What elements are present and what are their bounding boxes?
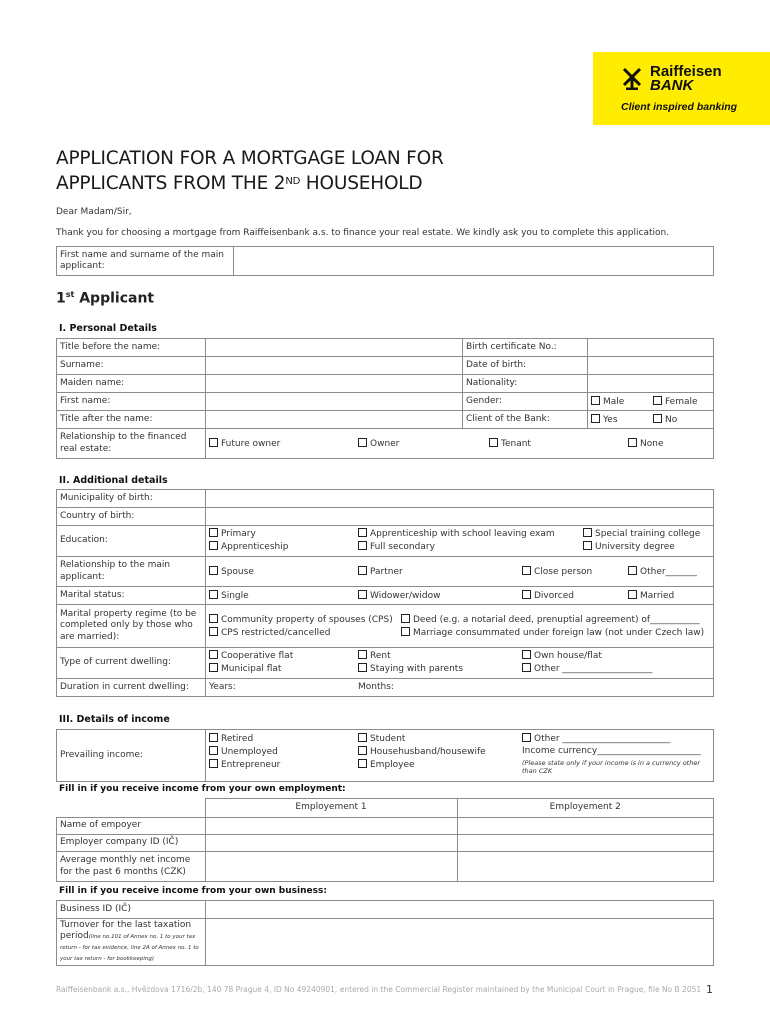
cooperative-flat-option[interactable]: Cooperative flat (209, 650, 293, 663)
employee-option[interactable]: Employee (358, 759, 415, 772)
checkbox-icon (209, 590, 218, 599)
checkbox-icon (522, 733, 531, 742)
marital-options (206, 587, 714, 605)
dwelling-other-option[interactable]: Other ____________________ (522, 663, 652, 676)
rel-other-option[interactable]: Other_______ (628, 566, 697, 579)
checkbox-icon (358, 528, 367, 537)
edu-apprenticeship-option[interactable]: Apprenticeship (209, 541, 288, 554)
birth-cert-label: Birth certificate No.: (463, 339, 588, 357)
checkbox-icon (209, 528, 218, 537)
raiffeisen-logo (593, 52, 770, 125)
househusband-option[interactable]: Househusband/housewife (358, 746, 486, 759)
turnover-input[interactable] (206, 919, 714, 966)
checkbox-icon (522, 663, 531, 672)
checkbox-icon (209, 566, 218, 575)
dwelling-options (206, 648, 714, 679)
checkbox-icon (358, 590, 367, 599)
relationship-label: Relationship to the financed real estate: (57, 429, 206, 459)
divorced-option[interactable]: Divorced (522, 590, 574, 603)
page-title: APPLICATION FOR A MORTGAGE LOAN FOR APPLICANTS FROM THE 2ND HOUSEHOLD (56, 148, 444, 194)
income-currency-field[interactable]: Income currency_______________________ (522, 746, 701, 756)
title-after-input[interactable] (206, 411, 463, 429)
none-option[interactable]: None (628, 438, 663, 451)
client-no-option[interactable]: No (653, 414, 677, 427)
checkbox-icon (653, 414, 662, 423)
checkbox-icon (401, 627, 410, 636)
partner-option[interactable]: Partner (358, 566, 403, 579)
income-table (56, 729, 714, 782)
checkbox-icon (401, 614, 410, 623)
municipal-flat-option[interactable]: Municipal flat (209, 663, 281, 676)
employment-1-header: Employement 1 (205, 799, 457, 818)
foreign-law-option[interactable]: Marriage consummated under foreign law (not under Czech law) (401, 627, 704, 640)
unemployed-option[interactable]: Unemployed (209, 746, 278, 759)
edu-primary-option[interactable]: Primary (209, 528, 256, 541)
dob-label: Date of birth: (463, 357, 588, 375)
maiden-name-input[interactable] (206, 375, 463, 393)
education-options (206, 526, 714, 557)
additional-details-table (56, 489, 714, 697)
checkbox-icon (591, 396, 600, 405)
checkbox-icon (209, 733, 218, 742)
income-other-option[interactable]: Other ________________________ (522, 733, 670, 746)
entrepreneur-option[interactable]: Entrepreneur (209, 759, 280, 772)
relationship-options (206, 429, 714, 459)
own-house-option[interactable]: Own house/flat (522, 650, 602, 663)
country-label: Country of birth: (57, 508, 206, 526)
edu-leaving-exam-option[interactable]: Apprenticeship with school leaving exam (358, 528, 555, 541)
tenant-option[interactable]: Tenant (489, 438, 531, 451)
future-owner-option[interactable]: Future owner (209, 438, 280, 451)
municipality-label: Municipality of birth: (57, 490, 206, 508)
logo-brand: Raiffeisen BANK (650, 63, 722, 94)
avg-net-income-2-input[interactable] (457, 852, 714, 882)
retired-option[interactable]: Retired (209, 733, 253, 746)
checkbox-icon (358, 733, 367, 742)
checkbox-icon (209, 541, 218, 550)
gender-options (588, 393, 714, 411)
edu-full-secondary-option[interactable]: Full secondary (358, 541, 435, 554)
gender-male-option[interactable]: Male (591, 396, 624, 409)
close-person-option[interactable]: Close person (522, 566, 592, 579)
dwelling-label: Type of current dwelling: (57, 648, 206, 679)
employment-table (56, 798, 714, 882)
employer-id-label: Employer company ID (IČ) (57, 835, 206, 852)
checkbox-icon (522, 650, 531, 659)
first-name-label: First name: (57, 393, 206, 411)
checkbox-icon (522, 566, 531, 575)
applicant-heading: 1st Applicant (56, 290, 155, 307)
duration-label: Duration in current dwelling: (57, 679, 206, 697)
business-table (56, 900, 714, 966)
checkbox-icon (358, 746, 367, 755)
employer-id-1-input[interactable] (205, 835, 457, 852)
dob-input[interactable] (588, 357, 714, 375)
page-number: 1 (706, 983, 713, 996)
months-label: Months: (358, 682, 394, 692)
logo-tagline: Client inspired banking (621, 101, 738, 113)
personal-details-heading: I. Personal Details (59, 323, 157, 334)
parents-option[interactable]: Staying with parents (358, 663, 463, 676)
rel-main-options (206, 557, 714, 587)
nationality-input[interactable] (588, 375, 714, 393)
edu-university-option[interactable]: University degree (583, 541, 675, 554)
employment-2-header: Employement 2 (457, 799, 714, 818)
title-after-label: Title after the name: (57, 411, 206, 429)
marital-label: Marital status: (57, 587, 206, 605)
main-applicant-table (56, 246, 714, 276)
checkbox-icon (522, 590, 531, 599)
prevailing-income-options (206, 730, 714, 782)
checkbox-icon (209, 759, 218, 768)
education-label: Education: (57, 526, 206, 557)
employer-label: Name of empoyer (57, 818, 206, 835)
maiden-name-label: Maiden name: (57, 375, 206, 393)
checkbox-icon (209, 614, 218, 623)
years-label: Years: (209, 682, 236, 692)
checkbox-icon (628, 590, 637, 599)
first-name-input[interactable] (206, 393, 463, 411)
client-options (588, 411, 714, 429)
title-before-input[interactable] (206, 339, 463, 357)
fill-business-note: Fill in if you receive income from your own business: (59, 886, 327, 896)
checkbox-icon (209, 438, 218, 447)
country-input[interactable] (206, 508, 714, 526)
municipality-input[interactable] (206, 490, 714, 508)
checkbox-icon (653, 396, 662, 405)
surname-input[interactable] (206, 357, 463, 375)
gender-label: Gender: (463, 393, 588, 411)
main-applicant-label: First name and surname of the main applicant: (57, 247, 234, 276)
fill-employment-note: Fill in if you receive income from your own employment: (59, 784, 346, 794)
currency-note: (Please state only if your income is in a currency other than CZK (522, 759, 701, 775)
spouse-option[interactable]: Spouse (209, 566, 254, 579)
single-option[interactable]: Single (209, 590, 249, 603)
checkbox-icon (628, 438, 637, 447)
gender-female-option[interactable]: Female (653, 396, 698, 409)
surname-label: Surname: (57, 357, 206, 375)
greeting: Dear Madam/Sir, (56, 207, 132, 217)
cps-restricted-option[interactable]: CPS restricted/cancelled (209, 627, 330, 640)
checkbox-icon (209, 746, 218, 755)
checkbox-icon (583, 541, 592, 550)
title-before-label: Title before the name: (57, 339, 206, 357)
employer-1-input[interactable] (205, 818, 457, 835)
nationality-label: Nationality: (463, 375, 588, 393)
checkbox-icon (358, 759, 367, 768)
intro-text: Thank you for choosing a mortgage from Raiffeisenbank a.s. to finance your real estate. We kindly ask you to complete this application. (56, 228, 670, 238)
employer-2-input[interactable] (457, 818, 714, 835)
married-option[interactable]: Married (628, 590, 674, 603)
prevailing-income-label: Prevailing income: (57, 730, 206, 782)
business-id-label: Business ID (IČ) (57, 901, 206, 919)
edu-college-option[interactable]: Special training college (583, 528, 700, 541)
footer-text: Raiffeisenbank a.s., Hvězdova 1716/2b, 140 78 Prague 4, ID No 49240901, entered in the Commercial Register maintained by the Municipal Court in Prague, file No B 2051 (56, 985, 702, 994)
owner-option[interactable]: Owner (358, 438, 399, 451)
client-label: Client of the Bank: (463, 411, 588, 429)
regime-label: Marital property regime (to be completed only by those who are married): (57, 605, 206, 648)
checkbox-icon (358, 541, 367, 550)
main-applicant-input[interactable] (234, 247, 714, 276)
employer-id-2-input[interactable] (457, 835, 714, 852)
checkbox-icon (628, 566, 637, 575)
rel-main-label: Relationship to the main applicant: (57, 557, 206, 587)
client-yes-option[interactable]: Yes (591, 414, 618, 427)
turnover-label: Turnover for the last taxation period(line no.101 of Annex no. 1 to your tax return - for tax evidence, line 2A of Annex no. 1 to your tax return - for bookkeeping) (57, 919, 206, 966)
checkbox-icon (358, 650, 367, 659)
income-heading: III. Details of income (59, 714, 170, 725)
duration-inputs[interactable] (206, 679, 714, 697)
avg-net-income-1-input[interactable] (205, 852, 457, 882)
deed-option[interactable]: Deed (e.g. a notarial deed, prenuptial agreement) of___________ (401, 614, 700, 627)
birth-cert-input[interactable] (588, 339, 714, 357)
avg-net-income-label: Average monthly net income for the past 6 months (CZK) (57, 852, 206, 882)
checkbox-icon (358, 663, 367, 672)
checkbox-icon (209, 663, 218, 672)
checkbox-icon (358, 438, 367, 447)
employment-corner (57, 799, 206, 818)
rent-option[interactable]: Rent (358, 650, 391, 663)
personal-details-table (56, 338, 714, 459)
additional-details-heading: II. Additional details (59, 475, 168, 486)
regime-options (206, 605, 714, 648)
cps-option[interactable]: Community property of spouses (CPS) (209, 614, 393, 627)
checkbox-icon (489, 438, 498, 447)
widow-option[interactable]: Widower/widow (358, 590, 441, 603)
student-option[interactable]: Student (358, 733, 405, 746)
checkbox-icon (591, 414, 600, 423)
checkbox-icon (583, 528, 592, 537)
checkbox-icon (358, 566, 367, 575)
checkbox-icon (209, 627, 218, 636)
checkbox-icon (209, 650, 218, 659)
business-id-input[interactable] (206, 901, 714, 919)
raiffeisen-gable-icon (621, 66, 643, 90)
